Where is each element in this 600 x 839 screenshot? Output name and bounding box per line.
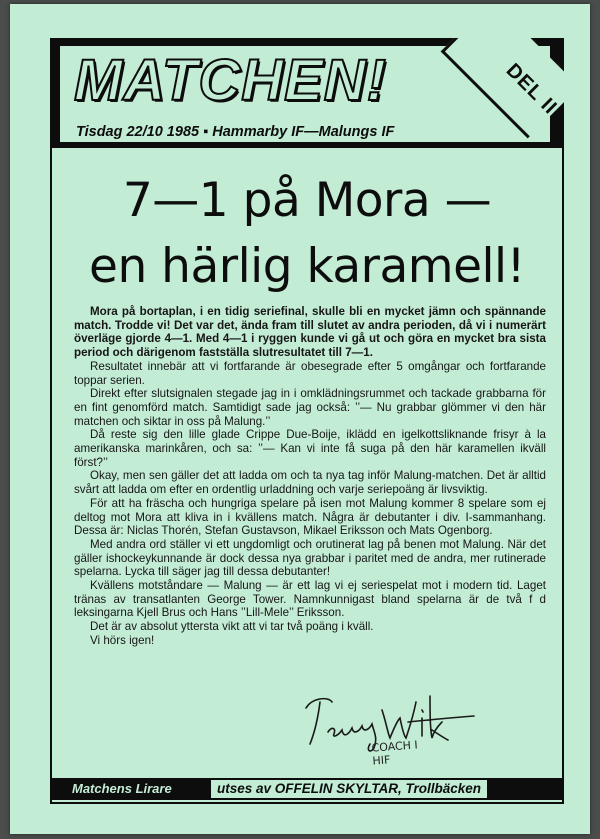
headline-line-2: en härlig karamell! [89, 239, 525, 294]
article-paragraph: Det är av absolut yttersta vikt att vi tar två poäng i kväll. [90, 620, 374, 634]
article-paragraph: Okay, men sen gäller det att ladda om och ta nya tag inför Malung-matchen. Det är alltid svårt att ladda om efter en ordentlig urladdning och varje seriepoäng är livsviktig. [74, 469, 546, 497]
footer-sponsor: utses av OFFELIN SKYLTAR, Trollbäcken [210, 779, 488, 799]
headline-line-1: 7—1 på Mora — [122, 173, 492, 228]
article-paragraph: Då reste sig den lille glade Crippe Due-Boije, iklädd en igelkottsliknande frisyr à la amerikanska marinkåren, och sa: ’’— Kan vi inte få suga på den här karamellen ikväll först?’’ [74, 428, 546, 469]
masthead-banner [50, 38, 564, 148]
signature-role-club: HIF [372, 753, 391, 768]
footer-award-label: Matchens Lirare [72, 781, 172, 796]
match-info-line: Tisdag 22/10 1985 ▪ Hammarby IF—Malungs IF [76, 124, 395, 140]
article-body [74, 305, 546, 648]
footer-banner [52, 778, 562, 800]
article-paragraph: Kvällens motståndare — Malung — är ett lag vi ej seriespelat mot i modern tid. Laget tränas av transatlanten George Tower. Namnkunnigast bland spelarna är de två f d leksingarna Kjell Brus och Hans ’’Lill-Mele’’ Eriksson. [74, 579, 546, 620]
article-paragraph: Med andra ord ställer vi ett ungdomligt och orutinerat lag på benen mot Malung. När det gäller ishockeykunnande är dock dessa nya grabbar i paritet med de andra, mer rutinerade spelarna. Lycka till säger jag till dessa debutanter! [74, 537, 546, 579]
article-paragraph: Resultatet innebär att vi fortfarande är obesegrade efter 5 omgångar och fortfarande toppar serien. [74, 359, 546, 387]
headline [52, 168, 562, 300]
edition-label: DEL II [501, 59, 562, 119]
signature-role [371, 738, 419, 767]
masthead-title: MATCHEN! [74, 48, 387, 113]
article-paragraph: Vi hörs igen! [90, 633, 155, 647]
article-paragraph: För att ha fräscha och hungriga spelare på isen mot Malung kommer 8 spelare som ej deltog mot Mora att kliva in i kvällens match. Några är debutanter i div. I-sammanhang. Dessa är: Niclas Thorén, Stefan Gustavson, Mikael Eriksson och Mats Ogenborg. [74, 496, 546, 538]
article-lead: Mora på bortaplan, i en tidig seriefinal, skulle bli en mycket jämn och spännande match. Trodde vi! Det var det, ända fram till slutet av andra perioden, då vi i numerärt överläge gjorde 4—1. Med 4—1 i ryggen kunde vi gå ut och göra en mycket bra sista period och därigenom fastställa slutresultatet till 7—1. [74, 305, 546, 360]
signature-role-title: COACH I [371, 738, 419, 755]
article-paragraph: Direkt efter slutsignalen stegade jag in i omklädningsrummet och tackade grabbarna för en fint genomförd match. Samtidigt sade jag också: ’’— Nu grabbar glömmer vi den här matchen och siktar in oss på Malung.’’ [74, 387, 546, 428]
